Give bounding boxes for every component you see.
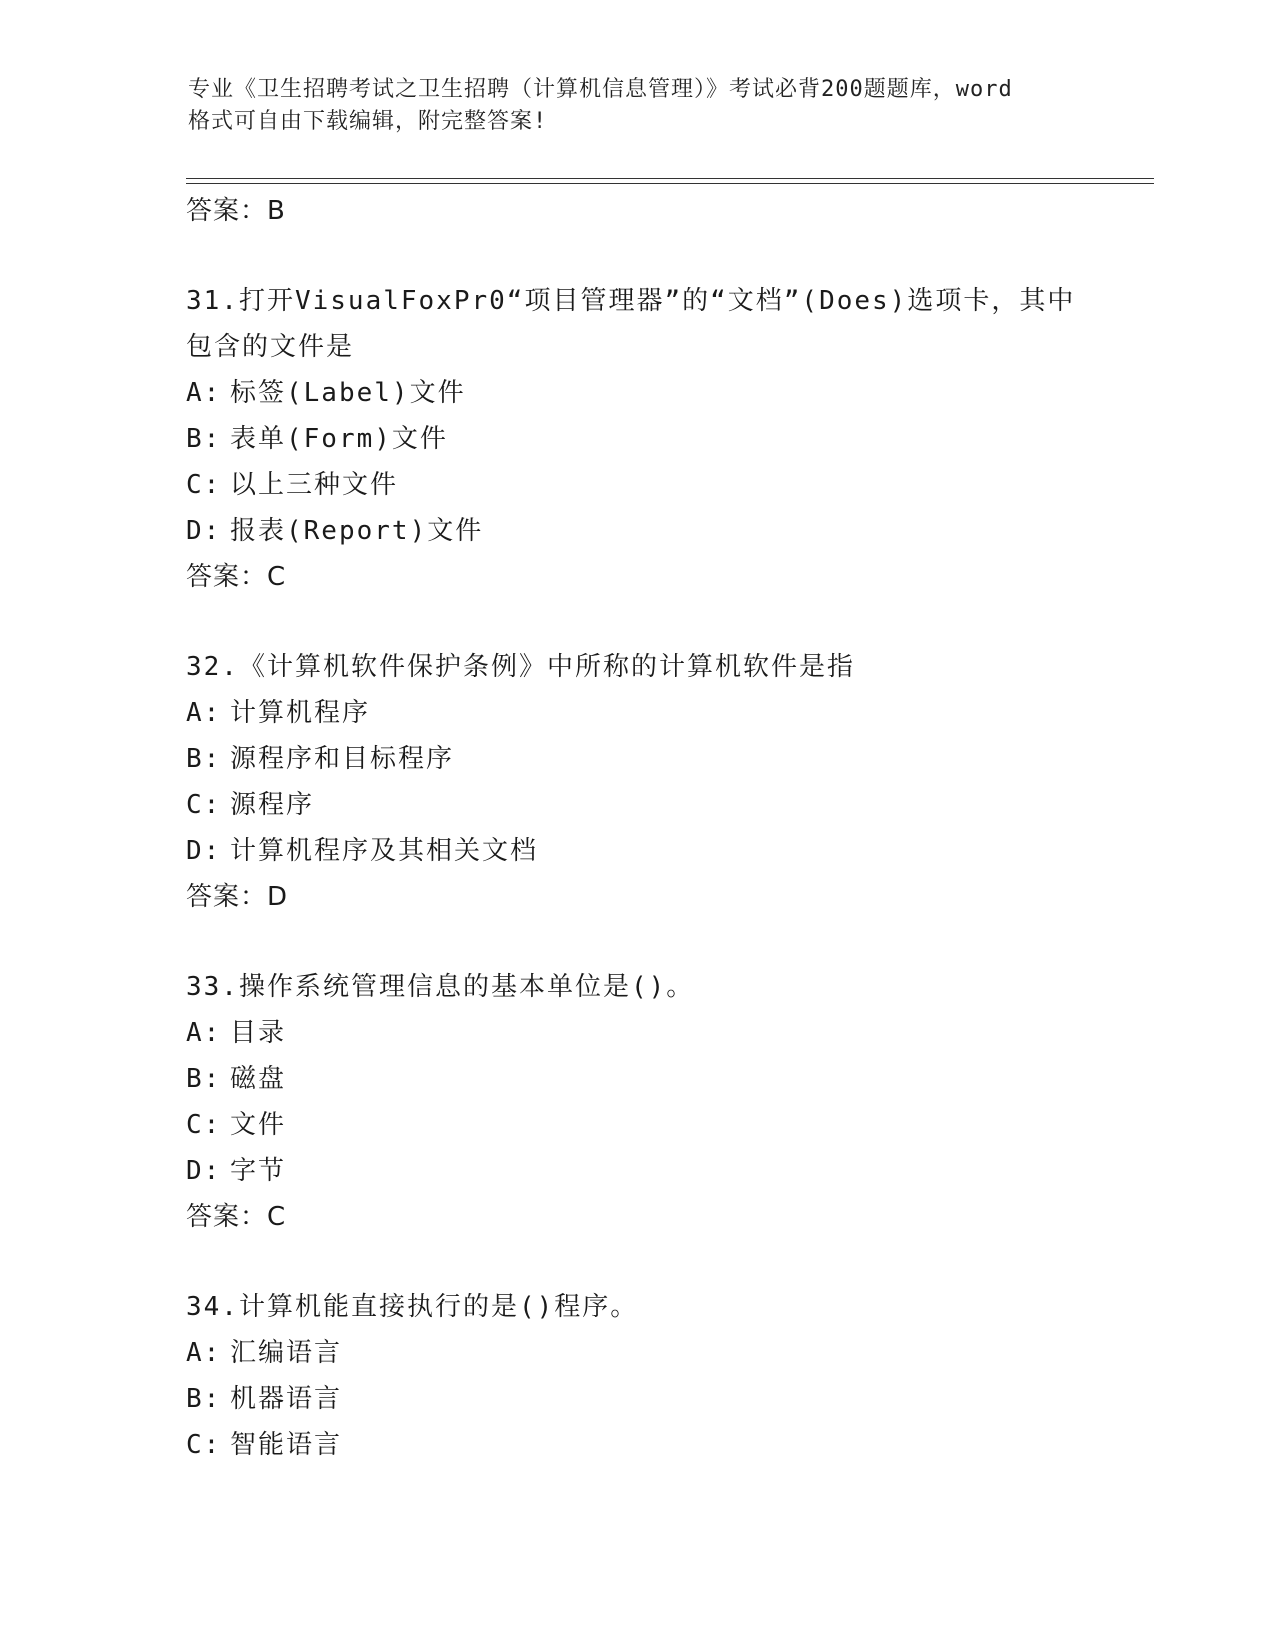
question-list — [186, 188, 1166, 1468]
option-key: A: — [186, 378, 222, 408]
option-key: C: — [186, 1430, 222, 1460]
option-row — [186, 1422, 1166, 1468]
divider-line-top — [186, 178, 1154, 179]
header-divider — [186, 178, 1154, 184]
option-text: 文件 — [230, 1110, 287, 1140]
option-row — [186, 1102, 1166, 1148]
option-key: C: — [186, 1110, 222, 1140]
option-text: 机器语言 — [230, 1384, 343, 1414]
option-text: 表单(Form)文件 — [230, 424, 448, 454]
option-text: 源程序和目标程序 — [230, 744, 455, 774]
option-text: 智能语言 — [230, 1430, 343, 1460]
question-gap — [186, 920, 1166, 964]
option-key: D: — [186, 516, 222, 546]
question-block — [186, 644, 1166, 920]
divider-line-bottom — [186, 183, 1154, 184]
option-row — [186, 828, 1166, 874]
option-key: C: — [186, 470, 222, 500]
option-key: B: — [186, 424, 222, 454]
question-text: 34.计算机能直接执行的是()程序。 — [186, 1292, 639, 1322]
option-key: B: — [186, 744, 222, 774]
answer-line: 答案：D — [186, 882, 289, 912]
document-header — [188, 74, 1108, 138]
question-text: 31.打开VisualFoxPr0“项目管理器”的“文档”(Does)选项卡，其中 — [186, 286, 1076, 316]
option-key: C: — [186, 790, 222, 820]
answer-line: 答案：B — [186, 196, 286, 226]
question-block — [186, 964, 1166, 1240]
option-text: 磁盘 — [230, 1064, 287, 1094]
option-text: 字节 — [230, 1156, 287, 1186]
option-row — [186, 690, 1166, 736]
option-text: 报表(Report)文件 — [230, 516, 484, 546]
option-row — [186, 1376, 1166, 1422]
questions-container — [186, 234, 1166, 1468]
header-line-2: 格式可自由下载编辑，附完整答案! — [188, 109, 548, 134]
option-row — [186, 1148, 1166, 1194]
question-text: 33.操作系统管理信息的基本单位是()。 — [186, 972, 695, 1002]
question-gap — [186, 600, 1166, 644]
option-text: 目录 — [230, 1018, 287, 1048]
option-key: B: — [186, 1384, 222, 1414]
option-text: 以上三种文件 — [230, 470, 399, 500]
option-key: B: — [186, 1064, 222, 1094]
option-key: A: — [186, 1018, 222, 1048]
option-text: 汇编语言 — [230, 1338, 343, 1368]
option-text: 标签(Label)文件 — [230, 378, 466, 408]
question-text: 包含的文件是 — [186, 332, 355, 362]
option-row — [186, 782, 1166, 828]
option-key: A: — [186, 1338, 222, 1368]
answer-line: 答案：C — [186, 562, 287, 592]
option-key: A: — [186, 698, 222, 728]
answer-line: 答案：C — [186, 1202, 287, 1232]
option-row — [186, 416, 1166, 462]
option-text: 计算机程序 — [230, 698, 371, 728]
question-gap — [186, 234, 1166, 278]
option-text: 源程序 — [230, 790, 315, 820]
option-key: D: — [186, 836, 222, 866]
option-row — [186, 736, 1166, 782]
option-row — [186, 370, 1166, 416]
option-row — [186, 1330, 1166, 1376]
option-key: D: — [186, 1156, 222, 1186]
option-row — [186, 1056, 1166, 1102]
question-block — [186, 1284, 1166, 1468]
option-row — [186, 462, 1166, 508]
option-row — [186, 1010, 1166, 1056]
question-text: 32.《计算机软件保护条例》中所称的计算机软件是指 — [186, 652, 855, 682]
question-block — [186, 278, 1166, 600]
question-gap — [186, 1240, 1166, 1284]
option-row — [186, 508, 1166, 554]
option-text: 计算机程序及其相关文档 — [230, 836, 539, 866]
header-line-1: 专业《卫生招聘考试之卫生招聘（计算机信息管理）》考试必背200题题库，word — [188, 77, 1013, 102]
